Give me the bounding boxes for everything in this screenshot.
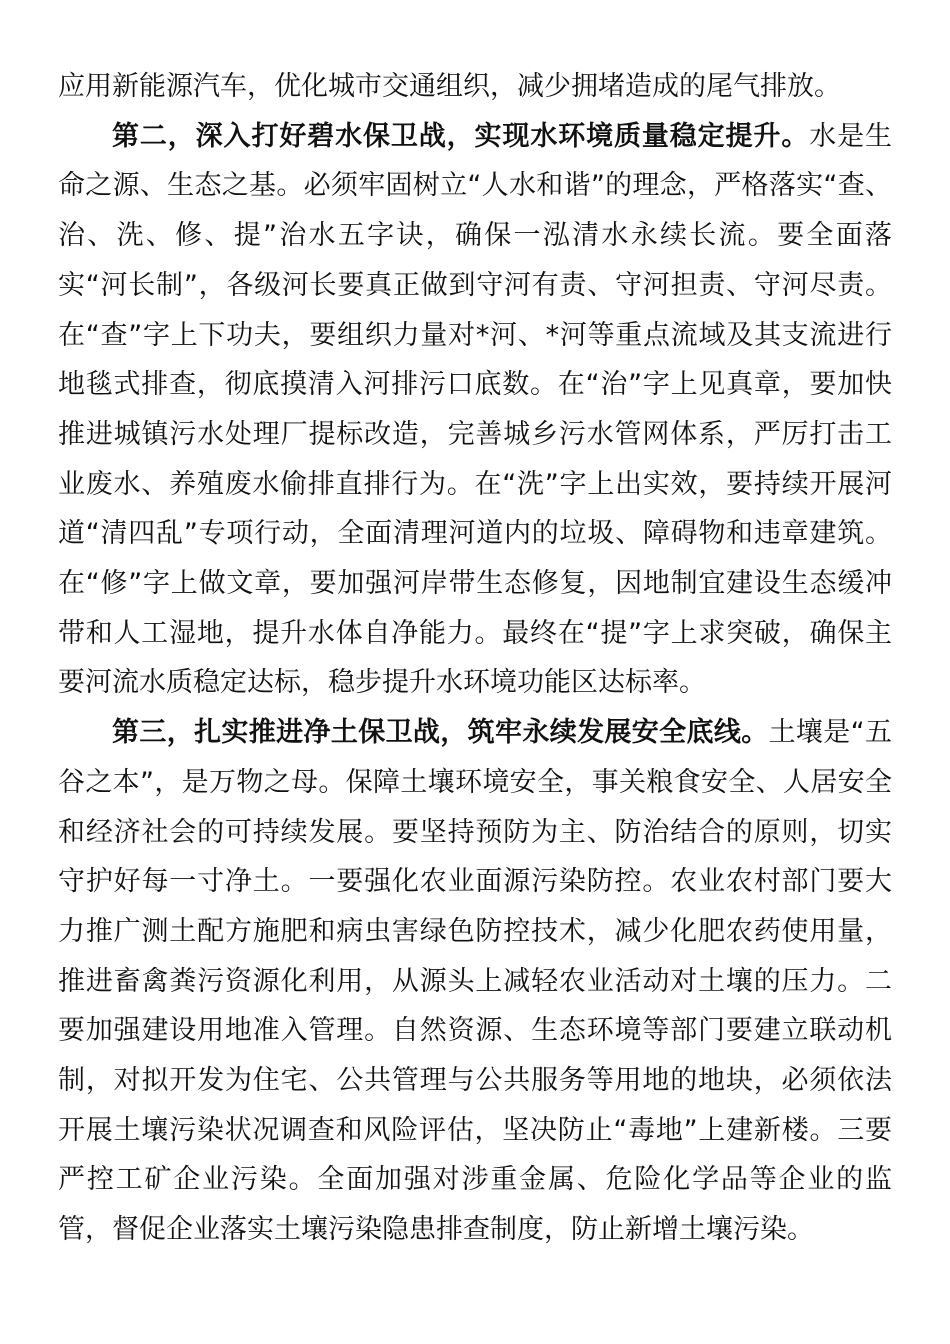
paragraph-soil-campaign [58,708,892,1255]
paragraph-text: 土壤是“五谷之本”，是万物之母。保障土壤环境安全，事关粮食安全、人居安全和经济社会的可持续发展。要坚持预防为主、防治结合的原则，切实守护好每一寸净土。一要强化农业面源污染防控。农业农村部门要大力推广测土配方施肥和病虫害绿色防控技术，减少化肥农药使用量，推进畜禽粪污资源化利用，从源头上减轻农业活动对土壤的压力。二要加强建设用地准入管理。自然资源、生态环境等部门要建立联动机制，对拟开发为住宅、公共管理与公共服务等用地的地块，必须依法开展土壤污染状况调查和风险评估，坚决防止“毒地”上建新楼。三要严控工矿企业污染。全面加强对涉重金属、危险化学品等企业的监管，督促企业落实土壤污染隐患排查制度，防止新增土壤污染。 [58,717,892,1246]
paragraph-text: 应用新能源汽车，优化城市交通组织，减少拥堵造成的尾气排放。 [58,71,841,102]
paragraph-heading: 第三，扎实推进净土保卫战，筑牢永续发展安全底线。 [112,717,769,749]
paragraph-continued [58,62,892,112]
paragraph-heading: 第二，深入打好碧水保卫战，实现水环境质量稳定提升。 [112,120,810,152]
document-body [58,62,892,1255]
paragraph-water-campaign [58,112,892,708]
paragraph-text: 水是生命之源、生态之基。必须牢固树立“人水和谐”的理念，严格落实“查、治、洗、修、提”治水五字诀，确保一泓清水永续长流。要全面落实“河长制”，各级河长要真正做到守河有责、守河担责、守河尽责。在“查”字上下功夫，要组织力量对*河、*河等重点流域及其支流进行地毯式排查，彻底摸清入河排污口底数。在“治”字上见真章，要加快推进城镇污水处理厂提标改造，完善城乡污水管网体系，严厉打击工业废水、养殖废水偷排直排行为。在“洗”字上出实效，要持续开展河道“清四乱”专项行动，全面清理河道内的垃圾、障碍物和违章建筑。在“修”字上做文章，要加强河岸带生态修复，因地制宜建设生态缓冲带和人工湿地，提升水体自净能力。最终在“提”字上求突破，确保主要河流水质稳定达标，稳步提升水环境功能区达标率。 [58,120,893,699]
